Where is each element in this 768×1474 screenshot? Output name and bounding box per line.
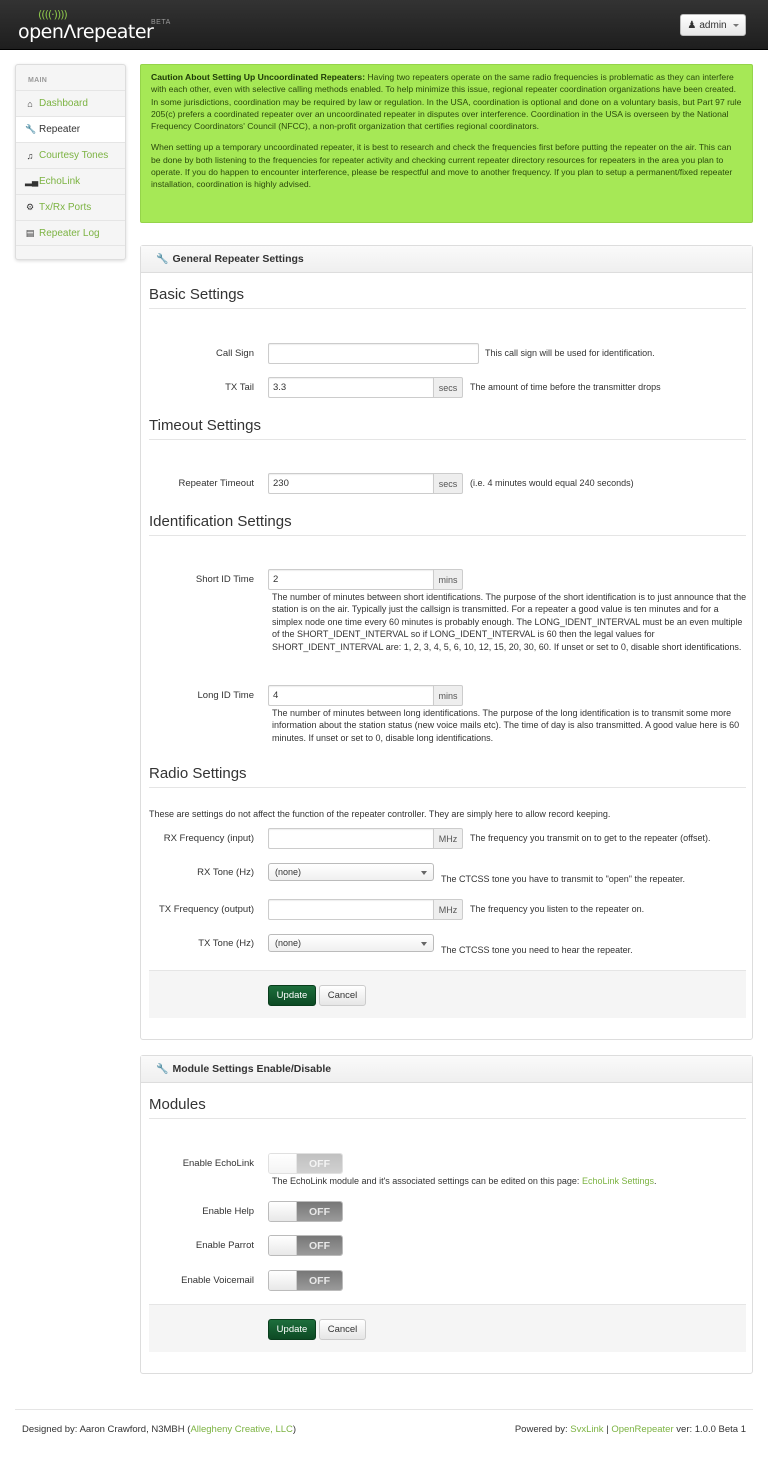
sidebar-item-txrx-ports[interactable]: ⚙ Tx/Rx Ports — [16, 194, 125, 220]
cancel-button[interactable]: Cancel — [319, 1319, 366, 1340]
version-text: ver: 1.0.0 Beta 1 — [676, 1424, 746, 1435]
callsign-input[interactable] — [268, 343, 479, 364]
footer-powered-by: Powered by: SvxLink | OpenRepeater ver: 1.0.0 Beta 1 — [514, 1424, 746, 1435]
repeater-timeout-label: Repeater Timeout — [178, 478, 254, 489]
gear-icon: ⚙ — [25, 202, 35, 212]
beta-badge: BETA — [151, 19, 171, 26]
music-icon: ♫ — [26, 150, 34, 161]
timeout-settings-title: Timeout Settings — [149, 417, 261, 434]
long-id-unit: mins — [433, 685, 463, 706]
logo-repeater: repeater — [75, 21, 154, 43]
short-id-help: The number of minutes between short identifications. The purpose of the short identification is to just announce that the station is on the air. Typically just the callsign is transmitted. For a repeater a good value is ten minutes and for a simplex node one time every 60 minutes is probably enough. The LONG_IDENT_INTERVAL must be an even multiple of the SHORT_IDENT_INTERVAL so if LONG_IDENT_INTERVAL is 60 then the legal values for SHORT_IDENT_INTERVAL are: 1, 2, 3, 4, 5, 6, 10, 12, 15, 20, 30, 60. If unset or set to 0, disable short identifications. — [272, 592, 747, 652]
update-button[interactable]: Update — [268, 1319, 316, 1340]
admin-menu-button[interactable] — [680, 14, 746, 36]
top-navbar — [0, 0, 768, 50]
signal-icon: ▂▄ — [25, 176, 39, 186]
sidebar-item-echolink[interactable]: ▂▄ EchoLink — [16, 168, 125, 194]
alert-paragraph-1: Having two repeaters operate on the same radio frequencies is problematic as they can interfere with each other, even with selective calling methods enabled. To help minimize this issue, regional repeater coordination organizations have been created. In some jurisdictions, coordination may be required by law or regulation. In the USA, coordination is optional and done on a voluntary basis, but Part 97 rule 205(c) prefers a coordinated repeater over an uncoordinated repeater in disputes over interference. Coordination in the USA is overseen by the National Frequency Coordinators' Council (NFCC), a non-profit organization that certifies regional coordinators. — [151, 72, 742, 132]
sidebar-item-repeater-log[interactable]: ▤ Repeater Log — [16, 220, 125, 246]
tx-tone-help: The CTCSS tone you need to hear the repeater. — [441, 945, 633, 955]
rx-tone-select[interactable]: (none) — [268, 863, 434, 881]
rx-frequency-label: RX Frequency (input) — [163, 833, 254, 844]
cancel-button[interactable]: Cancel — [319, 985, 366, 1006]
rx-frequency-unit: MHz — [433, 828, 463, 849]
wrench-icon: 🔧 — [156, 253, 169, 265]
sidebar-item-dashboard[interactable]: ⌂ Dashboard — [16, 90, 125, 116]
alert-paragraph-2: When setting up a temporary uncoordinated repeater, it is best to research and check the frequencies first before putting the repeater on the air. This can be done by both listening to the frequencies for repeater activity and checking current repeater directory resources for repeaters in the area you plan to operate. If you do happen to encounter interference, please be respectful and move to another frequency. If you plan to setup a permanent/fixed repeater installation, coordination is highly advised. — [151, 142, 733, 190]
sidebar-section-header: MAIN — [28, 77, 48, 84]
callsign-label: Call Sign — [215, 348, 254, 359]
enable-help-label: Enable Help — [202, 1206, 254, 1217]
logo-open: open — [18, 21, 64, 43]
txtail-input[interactable] — [268, 377, 434, 398]
voicemail-toggle[interactable]: OFF — [268, 1270, 343, 1291]
help-toggle[interactable]: OFF — [268, 1201, 343, 1222]
rx-tone-label: RX Tone (Hz) — [197, 867, 254, 878]
svxlink-link[interactable]: SvxLink — [570, 1424, 604, 1435]
repeater-timeout-input[interactable] — [268, 473, 434, 494]
wrench-icon: 🔧 — [156, 1063, 169, 1075]
wrench-icon: 🔧 — [25, 124, 37, 134]
short-id-label: Short ID Time — [195, 574, 254, 585]
coordination-warning-alert — [140, 64, 753, 223]
tx-frequency-unit: MHz — [433, 899, 463, 920]
admin-label: admin — [699, 19, 727, 31]
footer-credits: Designed by: Aaron Crawford, N3MBH (Allegheny Creative, LLC) — [22, 1424, 297, 1435]
tower-icon: Ʌ — [63, 21, 76, 43]
callsign-help: This call sign will be used for identification. — [485, 348, 655, 358]
echolink-toggle[interactable]: OFF — [268, 1153, 343, 1174]
parrot-toggle[interactable]: OFF — [268, 1235, 343, 1256]
dropdown-arrow-icon — [421, 942, 427, 946]
sidebar-item-courtesy-tones[interactable]: ♫ Courtesy Tones — [16, 142, 125, 168]
echolink-help: The EchoLink module and it's associated settings can be edited on this page: — [272, 1176, 580, 1186]
panel-title: General Repeater Settings — [172, 253, 304, 265]
form-actions — [149, 1304, 746, 1352]
long-id-input[interactable] — [268, 685, 434, 706]
long-id-label: Long ID Time — [197, 690, 254, 701]
long-id-help: The number of minutes between long identifications. The purpose of the long identification is to transmit some more information about the station status (new voice mails etc). The time of day is also transmitted. A good value here is 60 minutes. If unset or set to 0, disable long identifications. — [272, 708, 740, 743]
tx-frequency-help: The frequency you listen to the repeater on. — [470, 904, 645, 914]
sidebar-item-repeater[interactable]: 🔧 Repeater — [16, 116, 125, 142]
echolink-settings-link[interactable]: EchoLink Settings — [581, 1176, 654, 1186]
short-id-input[interactable] — [268, 569, 434, 590]
list-icon: ▤ — [25, 227, 35, 238]
txtail-help: The amount of time before the transmitter drops — [470, 382, 661, 392]
alert-title: Caution About Setting Up Uncoordinated Repeaters: — [151, 72, 366, 82]
enable-voicemail-label: Enable Voicemail — [181, 1275, 254, 1286]
enable-echolink-label: Enable EchoLink — [182, 1158, 254, 1169]
sidebar-nav — [15, 64, 126, 260]
txtail-label: TX Tail — [225, 382, 254, 393]
user-icon: ♟ — [687, 19, 697, 31]
txtail-unit: secs — [433, 377, 463, 398]
repeater-timeout-unit: secs — [433, 473, 463, 494]
openrepeater-link[interactable]: OpenRepeater — [611, 1424, 674, 1435]
radio-settings-title: Radio Settings — [149, 765, 247, 782]
modules-section-title: Modules — [149, 1096, 206, 1113]
tx-tone-label: TX Tone (Hz) — [198, 938, 254, 949]
repeater-timeout-help: (i.e. 4 minutes would equal 240 seconds) — [470, 478, 634, 488]
tx-frequency-label: TX Frequency (output) — [158, 904, 254, 915]
rx-frequency-input[interactable] — [268, 828, 434, 849]
antenna-waves-icon: ((((·)))) — [38, 8, 67, 21]
update-button[interactable]: Update — [268, 985, 316, 1006]
rx-tone-help: The CTCSS tone you have to transmit to "open" the repeater. — [441, 874, 686, 884]
enable-parrot-label: Enable Parrot — [195, 1240, 254, 1251]
identification-settings-title: Identification Settings — [149, 513, 292, 530]
short-id-unit: mins — [433, 569, 463, 590]
home-icon: ⌂ — [27, 98, 33, 109]
rx-frequency-help: The frequency you transmit on to get to the repeater (offset). — [470, 833, 711, 843]
tx-frequency-input[interactable] — [268, 899, 434, 920]
panel-title: Module Settings Enable/Disable — [172, 1063, 332, 1075]
general-settings-panel — [140, 245, 753, 1040]
radio-settings-note: These are settings do not affect the function of the repeater controller. They are simply here to allow record keeping. — [149, 809, 611, 819]
caret-down-icon — [733, 24, 739, 27]
tx-tone-select[interactable]: (none) — [268, 934, 434, 952]
module-settings-panel: 🔧 Module Settings Enable/Disable Modules Enable EchoLink OFF The EchoLink module and it's associated settings can be edited on this page: EchoLink Settings. Enable Help OFF Enable Parrot OFF Enable Voicemail OFF Update Cancel — [140, 1055, 753, 1374]
dropdown-arrow-icon — [421, 871, 427, 875]
form-actions — [149, 970, 746, 1018]
openrepeater-logo[interactable] — [18, 8, 178, 44]
basic-settings-title: Basic Settings — [149, 286, 245, 303]
allegheny-creative-link[interactable]: Allegheny Creative, LLC — [190, 1424, 293, 1435]
